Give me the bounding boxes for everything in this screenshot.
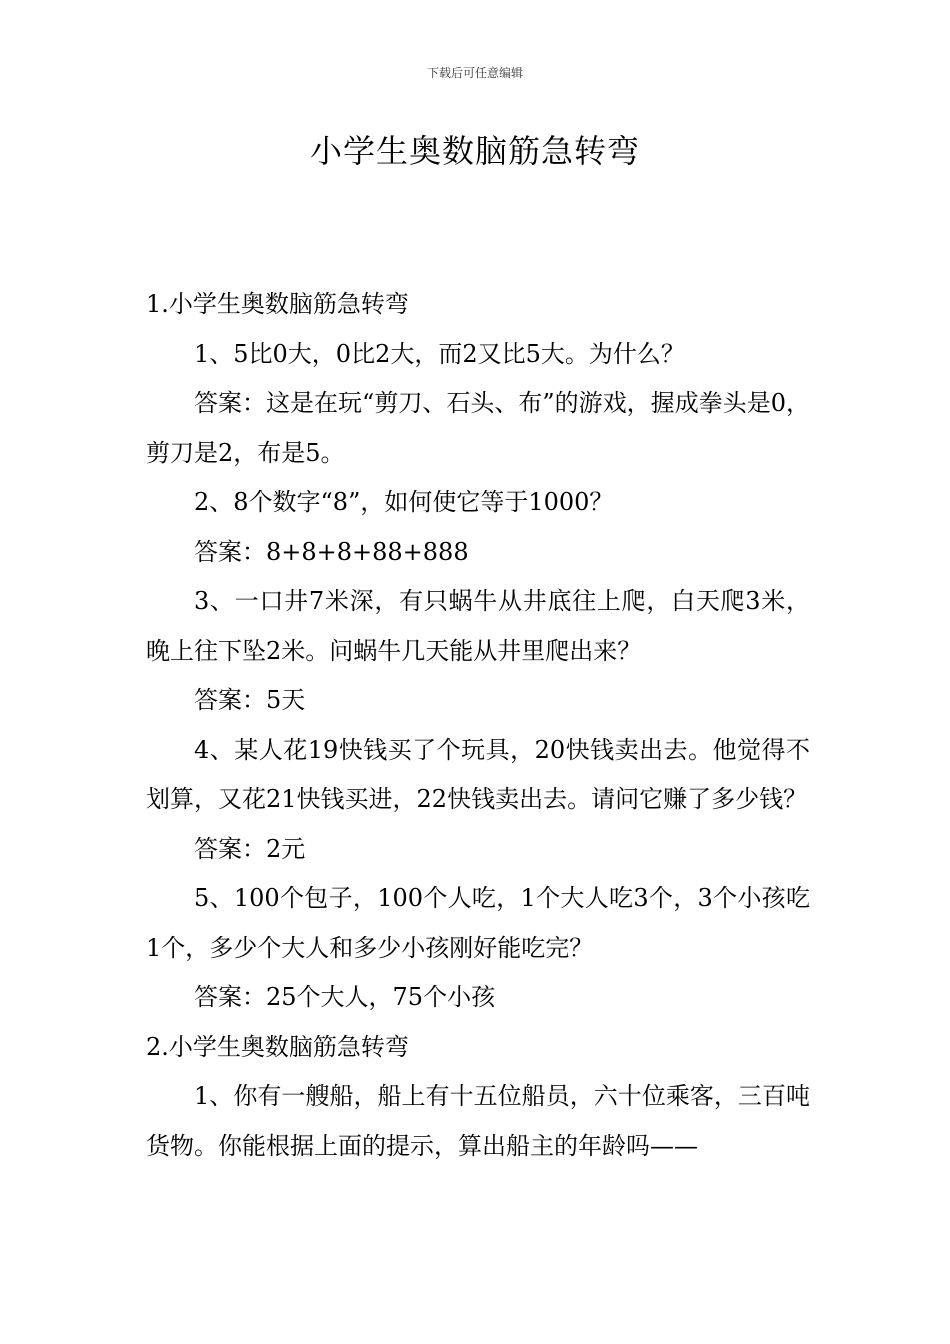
answer-paragraph: 答案：5天 xyxy=(194,686,306,714)
question-paragraph: 5、100个包子，100个人吃，1个大人吃3个，3个小孩吃1个，多少个大人和多少小孩刚好能吃完？ xyxy=(146,884,810,962)
question-paragraph: 2、8个数字“8”，如何使它等于1000？ xyxy=(194,488,614,516)
header-note: 下载后可任意编辑 xyxy=(426,66,523,80)
document-title: 小学生奥数脑筋急转弯 xyxy=(309,132,640,170)
section-heading: 1.小学生奥数脑筋急转弯 xyxy=(146,290,409,318)
answer-paragraph: 答案：25个大人，75个小孩 xyxy=(194,983,496,1011)
question-paragraph: 3、一口井7米深，有只蜗牛从井底往上爬，白天爬3米，晚上往下坠2米。问蜗牛几天能从井里爬出来？ xyxy=(146,587,810,665)
answer-paragraph: 答案：2元 xyxy=(194,834,306,863)
question-paragraph: 1、你有一艘船，船上有十五位船员，六十位乘客，三百吨货物。你能根据上面的提示，算出船主的年龄吗—— xyxy=(146,1082,810,1160)
answer-paragraph: 答案：这是在玩“剪刀、石头、布”的游戏，握成拳头是0，剪刀是2，布是5。 xyxy=(146,389,810,467)
question-paragraph: 1、5比0大，0比2大，而2又比5大。为什么？ xyxy=(194,339,685,368)
document-body xyxy=(146,280,810,1171)
question-paragraph: 4、某人花19快钱买了个玩具，20快钱卖出去。他觉得不划算，又花21快钱买进，22快钱卖出去。请问它赚了多少钱？ xyxy=(146,735,810,813)
section-heading: 2.小学生奥数脑筋急转弯 xyxy=(146,1032,409,1061)
answer-paragraph: 答案：8+8+8+88+888 xyxy=(194,537,469,566)
